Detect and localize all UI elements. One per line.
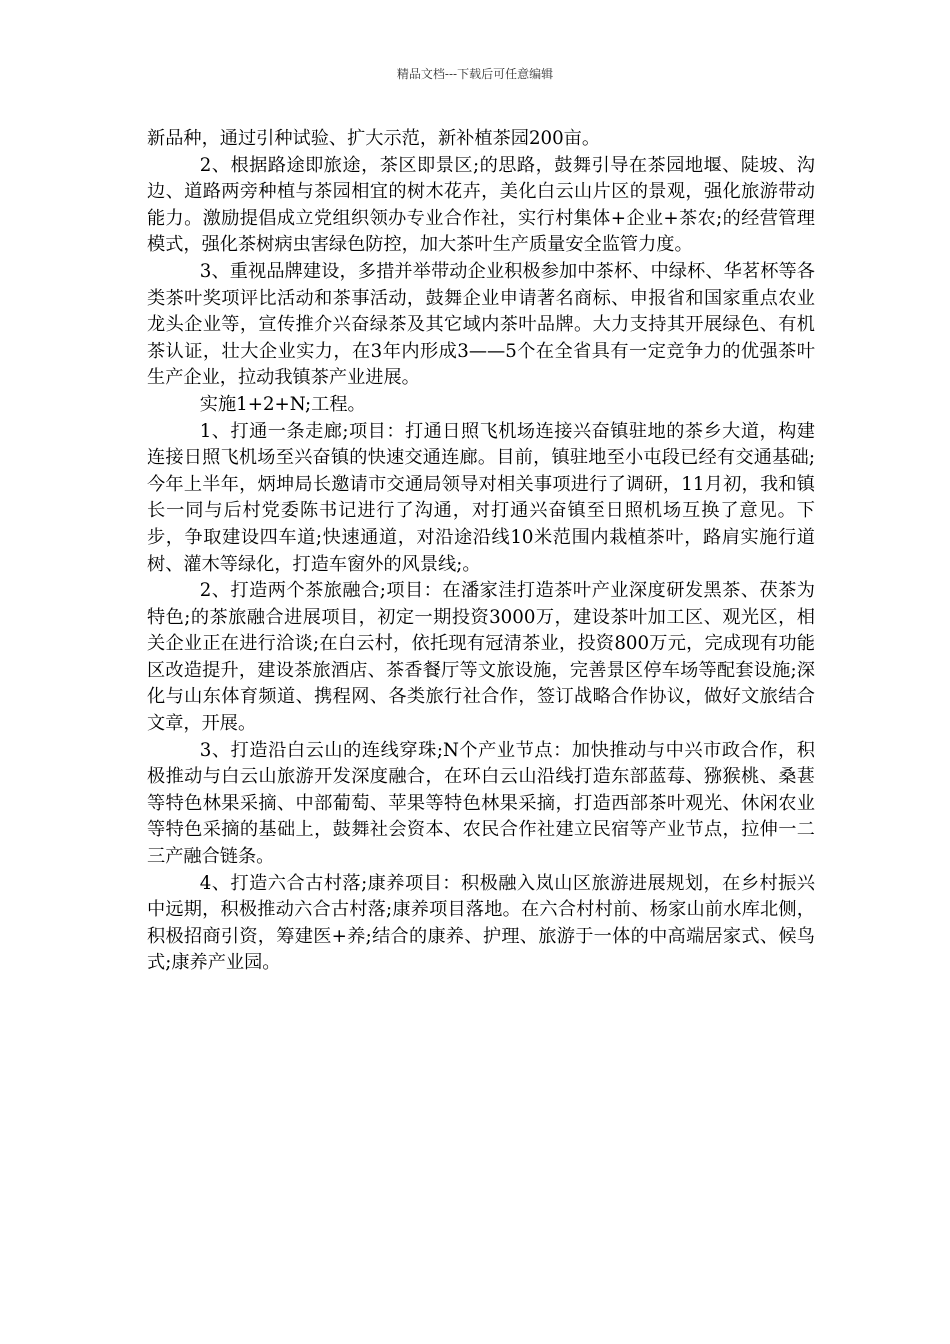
paragraph-continued: 新品种，通过引种试验、扩大示范，新补植茶园200亩。 xyxy=(147,128,601,149)
page-header: 精品文档---下载后可任意编辑 xyxy=(396,67,554,81)
paragraph-project-1: 1、打通一条走廊;项目：打通日照飞机场连接兴奋镇驻地的茶乡大道，构建连接日照飞机场至兴奋镇的快速交通连廊。目前，镇驻地至小屯段已经有交通基础;今年上半年，炳坤局长邀请市交通局领导对相关事项进行了调研，11月初，我和镇长一同与后村党委陈书记进行了沟通，对打通兴奋镇至日照机场互换了意见。下步，争取建设四车道;快速通道，对沿途沿线10米范围内栽植茶叶，路肩实施行道树、灌木等绿化，打造车窗外的风景线;。 xyxy=(147,420,815,575)
paragraph-project-3: 3、打造沿白云山的连线穿珠;N个产业节点：加快推动与中兴市政合作，积极推动与白云山旅游开发深度融合，在环白云山沿线打造东部蓝莓、猕猴桃、桑葚等特色林果采摘、中部葡萄、苹果等特色林果采摘，打造西部茶叶观光、休闲农业等特色采摘的基础上，鼓舞社会资本、农民合作社建立民宿等产业节点，拉伸一二三产融合链条。 xyxy=(147,739,815,868)
paragraph-item-3: 3、重视品牌建设，多措并举带动企业积极参加中茶杯、中绿杯、华茗杯等各类茶叶奖项评比活动和茶事活动，鼓舞企业申请著名商标、申报省和国家重点农业龙头企业等，宣传推介兴奋绿茶及其它域内茶叶品牌。大力支持其开展绿色、有机茶认证，壮大企业实力，在3年内形成3——5个在全省具有一定竞争力的优强茶叶生产企业，拉动我镇茶产业进展。 xyxy=(147,260,815,389)
paragraph-project-2: 2、打造两个茶旅融合;项目：在潘家洼打造茶叶产业深度研发黑茶、茯茶为特色;的茶旅融合进展项目，初定一期投资3000万，建设茶叶加工区、观光区，相关企业正在进行洽谈;在白云村，依托现有冠清茶业，投资800万元，完成现有功能区改造提升，建设茶旅酒店、茶香餐厅等文旅设施，完善景区停车场等配套设施;深化与山东体育频道、携程网、各类旅行社合作，签订战略合作协议，做好文旅结合文章，开展。 xyxy=(147,580,815,735)
paragraph-project-4: 4、打造六合古村落;康养项目：积极融入岚山区旅游进展规划，在乡村振兴中远期，积极推动六合古村落;康养项目落地。在六合村村前、杨家山前水库北侧，积极招商引资，筹建医+养;结合的康养、护理、旅游于一体的中高端居家式、候鸟式;康养产业园。 xyxy=(147,872,815,974)
paragraph-item-2: 2、根据路途即旅途，茶区即景区;的思路，鼓舞引导在茶园地堰、陡坡、沟边、道路两旁种植与茶园相宜的树木花卉，美化白云山片区的景观，强化旅游带动能力。激励提倡成立党组织领办专业合作社，实行村集体+企业+茶农;的经营管理模式，强化茶树病虫害绿色防控，加大茶叶生产质量安全监管力度。 xyxy=(147,154,815,256)
document-body xyxy=(147,126,815,977)
paragraph-heading-project: 实施1+2+N;工程。 xyxy=(199,393,366,415)
